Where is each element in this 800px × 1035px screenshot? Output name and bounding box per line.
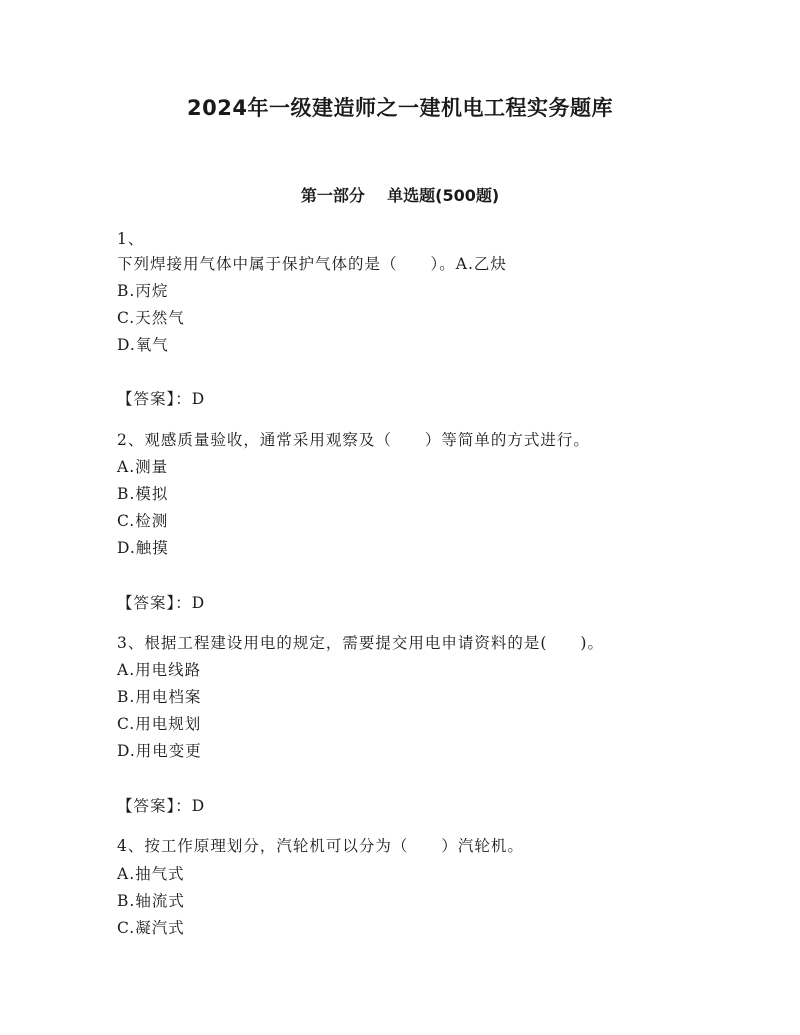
- option-b: B.丙烷: [117, 282, 169, 300]
- option-a: A.抽气式: [117, 865, 185, 883]
- answer-line: 【答案】：D: [117, 797, 206, 815]
- option-c: C.检测: [117, 512, 169, 530]
- answer-line: 【答案】：D: [117, 594, 206, 612]
- option-d: D.氧气: [117, 336, 169, 354]
- option-a: A.用电线路: [117, 661, 202, 679]
- option-c: C.天然气: [117, 309, 185, 327]
- question-number: 1、: [117, 230, 145, 248]
- option-d: D.用电变更: [117, 742, 202, 760]
- section-title: 第一部分 单选题(500题): [300, 186, 500, 205]
- option-c: C.用电规划: [117, 715, 202, 733]
- question-stem: 2、观感质量验收，通常采用观察及（ ）等简单的方式进行。: [117, 431, 590, 449]
- option-c: C.凝汽式: [117, 919, 185, 937]
- question-stem: 下列焊接用气体中属于保护气体的是（ ）。A.乙炔: [117, 255, 507, 273]
- option-b: B.轴流式: [117, 892, 185, 910]
- option-a: A.测量: [117, 458, 169, 476]
- question-stem: 4、按工作原理划分，汽轮机可以分为（ ）汽轮机。: [117, 837, 524, 855]
- option-b: B.模拟: [117, 485, 169, 503]
- option-b: B.用电档案: [117, 688, 202, 706]
- option-d: D.触摸: [117, 539, 169, 557]
- document-title: 2024年一级建造师之一建机电工程实务题库: [187, 96, 613, 120]
- question-stem: 3、根据工程建设用电的规定，需要提交用电申请资料的是( )。: [117, 634, 604, 652]
- answer-line: 【答案】：D: [117, 390, 206, 408]
